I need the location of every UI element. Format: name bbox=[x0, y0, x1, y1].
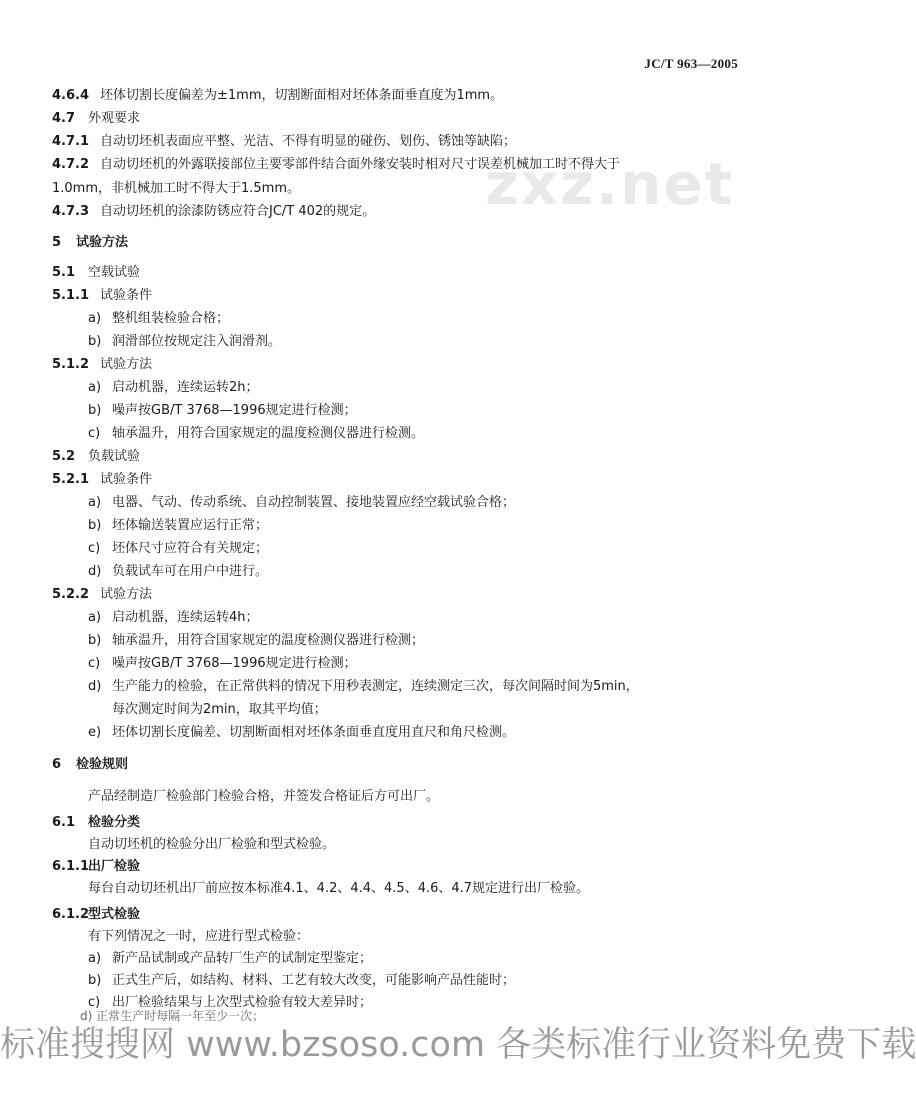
clause-4-7: 4.7 外观要求 bbox=[52, 111, 141, 126]
clause-4-7-1: 4.7.1 自动切坯机表面应平整、光洁、不得有明显的碰伤、划伤、锈蚀等缺陷； bbox=[52, 134, 517, 149]
footer-watermark: 标准搜搜网 www.bzsoso.com 各类标准行业资料免费下载 bbox=[0, 1025, 916, 1065]
clause-4-7-2: 4.7.2 自动切坯机的外露联接部位主要零部件结合面外缘安装时相对尺寸误差机械加工时不得大于 bbox=[52, 157, 621, 172]
list-item-cont: 每次测定时间为2min，取其平均值； bbox=[112, 702, 327, 717]
list-item: e) 坯体切割长度偏差、切割断面相对坯体条面垂直度用直尺和角尺检测。 bbox=[88, 725, 516, 740]
list-item: c) 噪声按GB/T 3768—1996规定进行检测； bbox=[88, 656, 357, 671]
clause-5-2-1: 5.2.1 试验条件 bbox=[52, 472, 153, 487]
list-item: d) 生产能力的检验，在正常供料的情况下用秒表测定，连续测定三次，每次间隔时间为5min， bbox=[88, 679, 639, 694]
watermark-text: zxz.net bbox=[485, 150, 735, 218]
list-item: b) 轴承温升，用符合国家规定的温度检测仪器进行检测； bbox=[88, 633, 425, 648]
paragraph: 产品经制造厂检验部门检验合格，并签发合格证后方可出厂。 bbox=[88, 789, 440, 804]
section-6-heading: 6 检验规则 bbox=[52, 757, 129, 772]
list-item: c) 出厂检验结果与上次型式检验有较大差异时； bbox=[88, 995, 373, 1010]
list-item: a) 电器、气动、传动系统、自动控制装置、接地装置应经空载试验合格； bbox=[88, 495, 516, 510]
list-item: b) 噪声按GB/T 3768—1996规定进行检测； bbox=[88, 403, 357, 418]
cut-off-line: d) 正常生产时每隔一年至少一次； bbox=[80, 1009, 265, 1023]
list-item: a) 整机组装检验合格； bbox=[88, 311, 230, 326]
list-item: a) 启动机器，连续运转4h； bbox=[88, 610, 259, 625]
paragraph: 自动切坯机的检验分出厂检验和型式检验。 bbox=[88, 837, 336, 852]
clause-5-1: 5.1 空载试验 bbox=[52, 265, 141, 280]
standard-number: JC/T 963—2005 bbox=[644, 56, 738, 71]
clause-4-7-2-cont: 1.0mm，非机械加工时不得大于1.5mm。 bbox=[52, 181, 301, 196]
clause-4-7-3: 4.7.3 自动切坯机的涂漆防锈应符合JC/T 402的规定。 bbox=[52, 204, 376, 219]
paragraph: 每台自动切坯机出厂前应按本标准4.1、4.2、4.4、4.5、4.6、4.7规定进行出厂检验。 bbox=[88, 881, 590, 896]
section-5-heading: 5 试验方法 bbox=[52, 235, 129, 250]
list-item: c) 轴承温升，用符合国家规定的温度检测仪器进行检测。 bbox=[88, 426, 425, 441]
clause-5-2-2: 5.2.2 试验方法 bbox=[52, 587, 153, 602]
clause-6-1-1: 6.1.1出厂检验 bbox=[52, 859, 141, 874]
list-item: a) 新产品试制或产品转厂生产的试制定型鉴定； bbox=[88, 951, 373, 966]
clause-5-2: 5.2 负载试验 bbox=[52, 449, 141, 464]
list-item: c) 坯体尺寸应符合有关规定； bbox=[88, 541, 269, 556]
clause-4-6-4: 4.6.4 坯体切割长度偏差为±1mm，切割断面相对坯体条面垂直度为1mm。 bbox=[52, 88, 504, 103]
list-item: d) 负载试车可在用户中进行。 bbox=[88, 564, 269, 579]
list-item: a) 启动机器，连续运转2h； bbox=[88, 380, 259, 395]
list-item: b) 坯体输送装置应运行正常； bbox=[88, 518, 269, 533]
list-item: b) 润滑部位按规定注入润滑剂。 bbox=[88, 334, 282, 349]
list-item: b) 正式生产后，如结构、材料、工艺有较大改变，可能影响产品性能时； bbox=[88, 973, 516, 988]
clause-5-1-1: 5.1.1 试验条件 bbox=[52, 288, 153, 303]
clause-6-1: 6.1 检验分类 bbox=[52, 815, 141, 830]
clause-6-1-2: 6.1.2型式检验 bbox=[52, 907, 141, 922]
clause-5-1-2: 5.1.2 试验方法 bbox=[52, 357, 153, 372]
paragraph: 有下列情况之一时，应进行型式检验： bbox=[88, 929, 310, 944]
